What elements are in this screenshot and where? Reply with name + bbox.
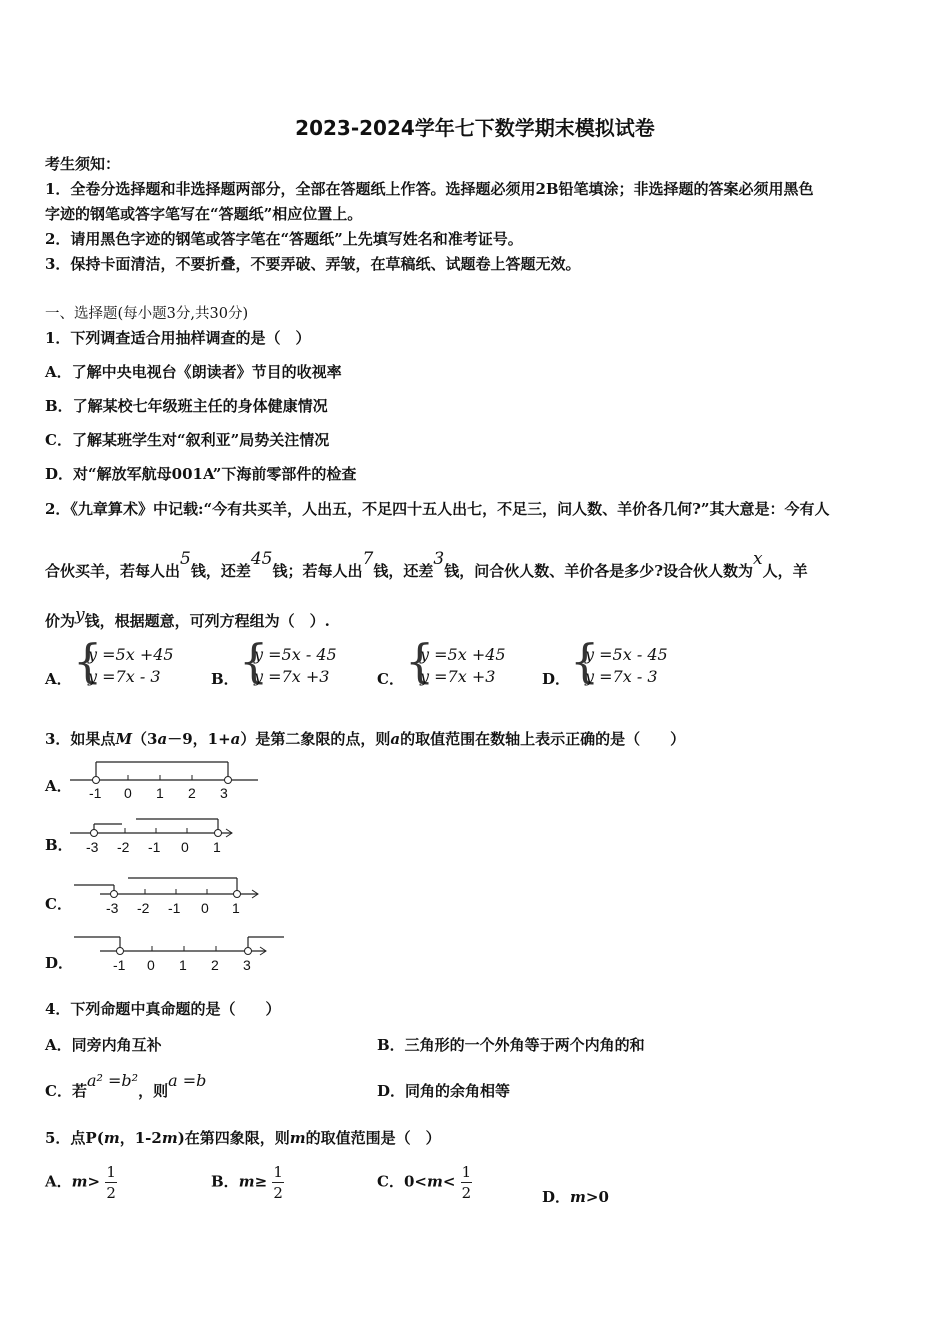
q2-stem-line2: 合伙买羊，若每人出5钱，还差45钱；若每人出7钱，还差3钱，问合伙人数、羊价各是多少?设合伙人数为x人，羊 bbox=[45, 549, 808, 580]
q3-stem: 3．如果点M（3a－9，1+a）是第二象限的点，则a的取值范围在数轴上表示正确的是（ ） bbox=[45, 730, 686, 748]
var-x: x bbox=[752, 549, 763, 569]
var-y: y bbox=[75, 605, 85, 625]
q1-option-c: C．了解某班学生对“叙利亚”局势关注情况 bbox=[45, 431, 330, 449]
tick-label: 0 bbox=[147, 957, 155, 973]
fraction: $\frac{1}{2}$ bbox=[273, 1163, 283, 1202]
q1-stem: 1．下列调查适合用抽样调查的是（ ） bbox=[45, 329, 311, 347]
q2-stem-line3: 价为y钱，根据题意，可列方程组为（ ）. bbox=[45, 605, 330, 630]
value-45: 45 bbox=[250, 549, 273, 569]
tick-label: 2 bbox=[188, 785, 196, 801]
tick-label: -2 bbox=[117, 839, 130, 855]
page-title: 2023-2024学年七下数学期末模拟试卷 bbox=[295, 116, 655, 140]
number-line-a bbox=[70, 758, 270, 802]
brace-icon: { bbox=[405, 634, 435, 688]
q2-option-a-label: A． bbox=[45, 670, 72, 688]
brace-icon: { bbox=[570, 634, 600, 688]
tick-label: 1 bbox=[213, 839, 221, 855]
fraction: $\frac{1}{2}$ bbox=[461, 1163, 472, 1202]
tick-label: 0 bbox=[181, 839, 189, 855]
notice-item-1-cont: 字迹的钢笔或答字笔写在“答题纸”相应位置上。 bbox=[45, 205, 363, 223]
q5-option-b: B．m≥ $\frac{1}{2}$ bbox=[211, 1163, 283, 1202]
q2-option-d-label: D． bbox=[542, 670, 571, 688]
notice-heading: 考生须知： bbox=[45, 155, 121, 173]
q4-stem: 4．下列命题中真命题的是（ ） bbox=[45, 1000, 281, 1018]
q1-option-a: A．了解中央电视台《朗读者》节目的收视率 bbox=[45, 363, 342, 381]
notice-item-3: 3．保持卡面清洁，不要折叠，不要弄破、弄皱，在草稿纸、试题卷上答题无效。 bbox=[45, 255, 581, 273]
tick-label: 1 bbox=[179, 957, 187, 973]
tick-label: -3 bbox=[106, 900, 119, 916]
q1-option-b: B．了解某校七年级班主任的身体健康情况 bbox=[45, 397, 328, 415]
q4-option-a: A．同旁内角互补 bbox=[45, 1036, 162, 1054]
q5-stem: 5．点P(m，1-2m)在第四象限，则m的取值范围是（ ） bbox=[45, 1129, 441, 1147]
tick-label: 0 bbox=[124, 785, 132, 801]
notice-item-1: 1．全卷分选择题和非选择题两部分，全部在答题纸上作答。选择题必须用2B铅笔填涂；非选择题的答案必须用黑色 bbox=[45, 180, 814, 198]
q2-option-b-system: y =5x - 45 y =7x +3 bbox=[254, 645, 337, 686]
q2-option-c-system: y =5x +45 y =7x +3 bbox=[420, 645, 506, 686]
tick-label: 1 bbox=[232, 900, 240, 916]
q5-option-c: C．0<m< $\frac{1}{2}$ bbox=[377, 1163, 472, 1202]
q2-option-a-system: y =5x +45 y =7x - 3 bbox=[88, 645, 174, 686]
q4-option-b: B．三角形的一个外角等于两个内角的和 bbox=[377, 1036, 645, 1054]
q5-option-a: A．m> $\frac{1}{2}$ bbox=[45, 1163, 116, 1202]
value-7: 7 bbox=[362, 549, 374, 569]
q2-option-d-system: y =5x - 45 y =7x - 3 bbox=[585, 645, 668, 686]
tick-label: -1 bbox=[113, 957, 126, 973]
q5-option-d: D．m>0 bbox=[542, 1188, 609, 1206]
number-line-c bbox=[70, 875, 270, 919]
q3-option-d-label: D． bbox=[45, 954, 74, 972]
number-line-b bbox=[70, 816, 250, 860]
tick-label: 2 bbox=[211, 957, 219, 973]
q2-stem-line1: 2．《九章算术》中记载:“今有共买羊，人出五，不足四十五人出七，不足三，问人数、羊价各几何?”其大意是：今有人 bbox=[45, 500, 830, 518]
q4-option-d: D．同角的余角相等 bbox=[377, 1082, 511, 1100]
notice-item-2: 2．请用黑色字迹的钢笔或答字笔在“答题纸”上先填写姓名和准考证号。 bbox=[45, 230, 523, 248]
tick-label: -1 bbox=[89, 785, 102, 801]
tick-label: -2 bbox=[137, 900, 150, 916]
q3-option-a-label: A． bbox=[45, 777, 72, 795]
value-3: 3 bbox=[433, 549, 445, 569]
brace-icon: { bbox=[73, 634, 103, 688]
tick-label: -3 bbox=[86, 839, 99, 855]
q3-option-c-label: C． bbox=[45, 895, 72, 913]
q2-option-b-label: B． bbox=[211, 670, 239, 688]
section-heading: 一、选择题(每小题3分,共30分) bbox=[45, 306, 249, 322]
value-5: 5 bbox=[180, 549, 191, 569]
q4-option-c: C．若a² =b²，则a =b bbox=[45, 1071, 207, 1100]
q3-option-b-label: B． bbox=[45, 836, 73, 854]
tick-label: 1 bbox=[156, 785, 164, 801]
tick-label: -1 bbox=[148, 839, 161, 855]
fraction: $\frac{1}{2}$ bbox=[106, 1163, 116, 1202]
number-line-d bbox=[70, 932, 290, 976]
tick-label: -1 bbox=[168, 900, 181, 916]
brace-icon: { bbox=[239, 634, 269, 688]
tick-label: 3 bbox=[220, 785, 228, 801]
q1-option-d: D．对“解放军航母001A”下海前零部件的检查 bbox=[45, 465, 357, 483]
tick-label: 3 bbox=[243, 957, 251, 973]
q2-option-c-label: C． bbox=[377, 670, 404, 688]
tick-label: 0 bbox=[201, 900, 209, 916]
